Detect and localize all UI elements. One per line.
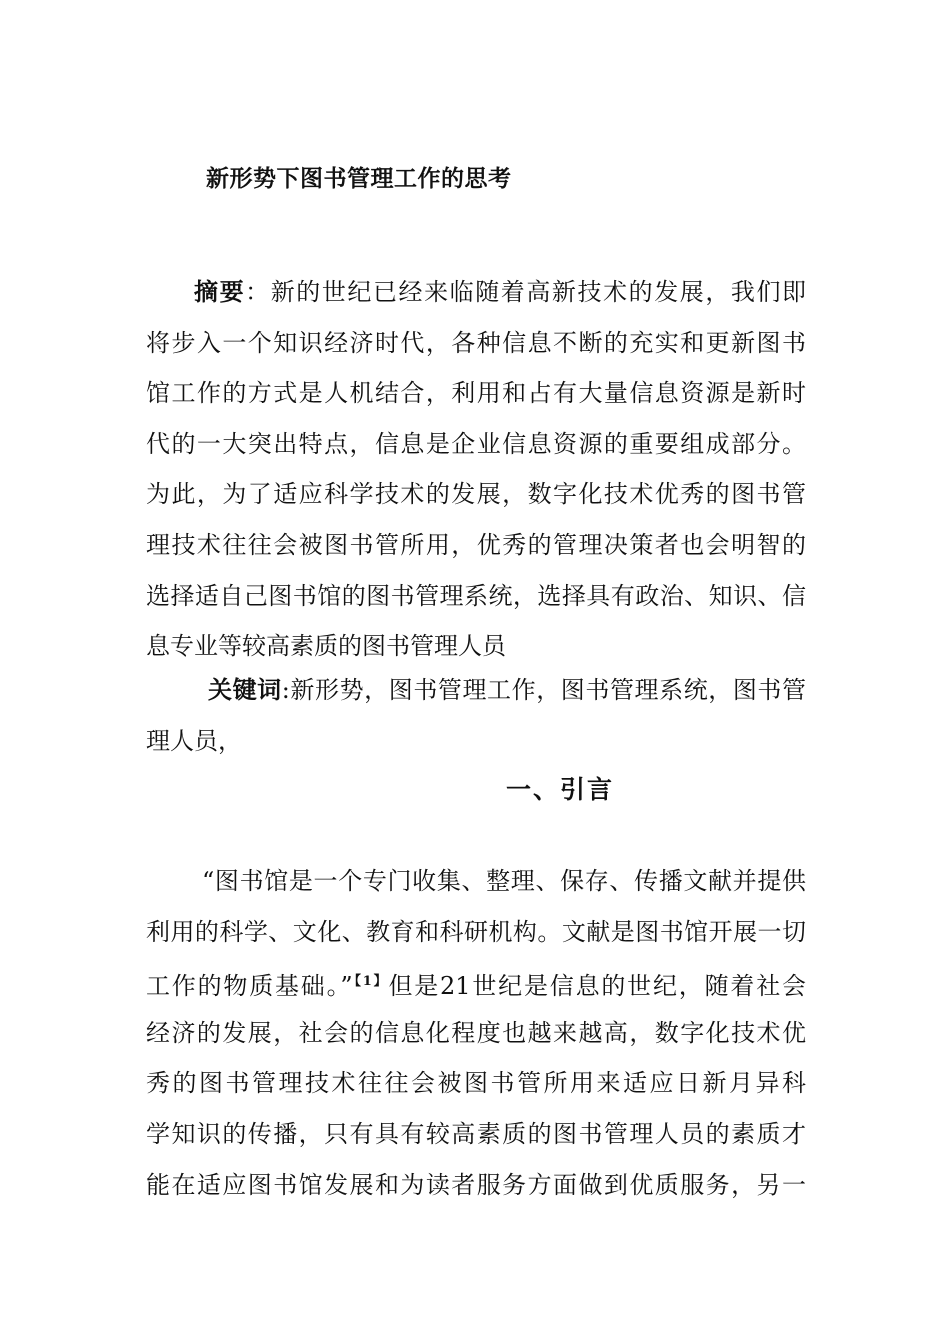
intro-line: 能在适应图书馆发展和为读者服务方面做到优质服务，另一: [146, 1170, 806, 1199]
intro-line: 学知识的传播，只有具有较高素质的图书管理人员的素质才: [146, 1119, 806, 1148]
abstract-line: 馆工作的方式是人机结合，利用和占有大量信息资源是新时: [146, 379, 806, 408]
abstract-line: 选择适自己图书馆的图书管理系统，选择具有政治、知识、信: [146, 581, 806, 610]
intro-line-with-citation: [146, 957, 806, 1008]
keywords-label: 关键词: [208, 676, 282, 704]
intro-text: 但是21世纪是信息的世纪，随着社会: [388, 972, 806, 1001]
abstract-line: 为此，为了适应科学技术的发展，数字化技术优秀的图书管: [146, 480, 806, 509]
abstract-label-separator: ：: [245, 278, 271, 306]
document-title: 新形势下图书管理工作的思考: [206, 166, 512, 192]
keywords-section: [146, 665, 806, 766]
section-heading: 一、引言: [506, 775, 615, 804]
intro-section: [146, 856, 806, 1210]
intro-text: 工作的物质基础。”: [146, 972, 353, 1001]
keywords-first-line: [146, 665, 806, 716]
keywords-text: 新形势，图书管理工作，图书管理系统，图书管: [289, 676, 807, 704]
intro-line: 经济的发展，社会的信息化程度也越来越高，数字化技术优: [146, 1018, 806, 1047]
abstract-label: 摘要: [194, 278, 246, 306]
intro-line: 利用的科学、文化、教育和科研机构。文献是图书馆开展一切: [146, 917, 806, 946]
abstract-line: 将步入一个知识经济时代，各种信息不断的充实和更新图书: [146, 328, 806, 357]
abstract-first-line: [146, 267, 806, 318]
abstract-text: 新的世纪已经来临随着高新技术的发展，我们即: [270, 278, 807, 306]
abstract-line: 息专业等较高素质的图书管理人员: [146, 632, 506, 661]
intro-line: 秀的图书管理技术往往会被图书管所用来适应日新月异科: [146, 1069, 806, 1098]
abstract-line: 理技术往往会被图书管所用，优秀的管理决策者也会明智的: [146, 530, 806, 559]
citation-marker: 【1】: [352, 974, 389, 990]
abstract-section: [146, 267, 806, 672]
intro-line: “图书馆是一个专门收集、整理、保存、传播文献并提供: [202, 867, 806, 895]
keywords-line: 理人员，: [146, 726, 242, 755]
abstract-line: 代的一大突出特点，信息是企业信息资源的重要组成部分。: [146, 429, 806, 458]
keywords-label-separator: :: [281, 676, 290, 704]
